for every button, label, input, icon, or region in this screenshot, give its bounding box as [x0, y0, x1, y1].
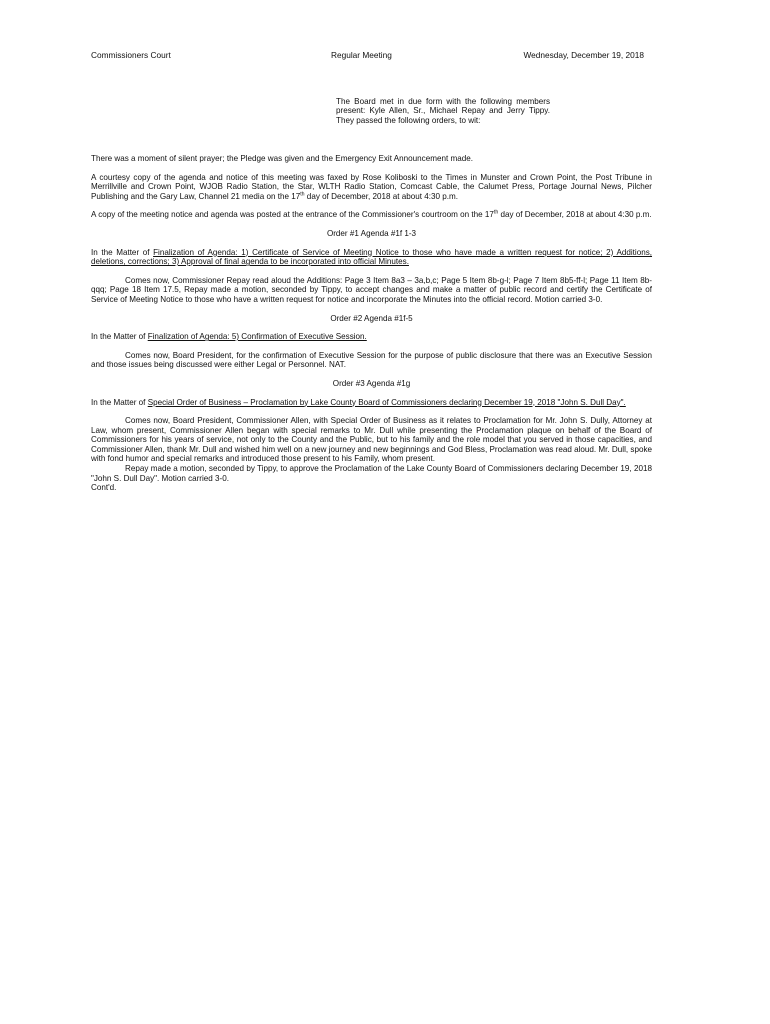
courtesy-text-after: day of December, 2018 at about 4:30 p.m. [304, 191, 458, 201]
courtesy-paragraph [91, 173, 652, 202]
continued-note: Cont'd. [91, 483, 117, 493]
courtesy-text: A courtesy copy of the agenda and notice of this meeting was faxed by Rose Koliboski to the Times in Munster and Crown Point, the Post Tribune in Merrillville and Crown Point, WJOB Radio Station, the Star, WLTH Radio Station, Comcast Cable, the Calumet Press, Portage Journal News, Pilcher Publishing and the Gary Law, Channel 21 media on the 17 [91, 172, 652, 201]
posting-text-after: day of December, 2018 at about 4:30 p.m. [498, 210, 652, 220]
board-intro: The Board met in due form with the following members present: Kyle Allen, Sr., Michael Repay and Jerry Tippy. They passed the following orders, to wit: [336, 97, 550, 125]
order-matter [91, 332, 652, 342]
minutes-body [91, 154, 652, 493]
courtesy-sup: th [300, 191, 305, 198]
matter-title: Finalization of Agenda: 5) Confirmation of Executive Session. [147, 332, 367, 342]
posting-text: A copy of the meeting notice and agenda was posted at the entrance of the Commissioner's courtroom on the 17 [91, 210, 494, 220]
matter-title: Finalization of Agenda: 1) Certificate of Service of Meeting Notice to those who have made a written request for notice; 2) Additions, deletions, corrections; 3) Approval of final agenda to be incorporated into official Minutes. [91, 247, 653, 267]
matter-prefix: In the Matter of [91, 332, 148, 342]
header-date: Wednesday, December 19, 2018 [523, 50, 644, 60]
prayer-paragraph: There was a moment of silent prayer; the Pledge was given and the Emergency Exit Announcement made. [91, 154, 473, 163]
order-matter [91, 398, 652, 408]
matter-prefix: In the Matter of [91, 247, 154, 257]
order-heading: Order #1 Agenda #1f 1-3 [326, 228, 417, 238]
order-body: Comes now, Board President, for the confirmation of Executive Session for the purpose of public disclosure that there was an Executive Session and those issues being discussed were either Legal or Personnel. NAT. [91, 350, 652, 370]
order-heading: Order #3 Agenda #1g [332, 378, 411, 388]
matter-prefix: In the Matter of [91, 397, 148, 407]
order-heading: Order #2 Agenda #1f-5 [330, 313, 413, 323]
page-header [91, 51, 644, 63]
posting-sup: th [493, 209, 499, 216]
matter-title: Special Order of Business – Proclamation by Lake County Board of Commissioners declaring December 19, 2018 "John S. Dull Day". [147, 397, 626, 407]
order-matter [91, 248, 652, 267]
order-body-motion: Repay made a motion, seconded by Tippy, to approve the Proclamation of the Lake County Board of Commissioners declaring December 19, 2018 "John S. Dull Day". Motion carried 3-0. [91, 464, 652, 483]
order-body: Comes now, Commissioner Repay read aloud the Additions: Page 3 Item 8a3 – 3a,b,c; Page 5 Item 8b-g-l; Page 7 Item 8b5-ff-l; Page 11 Item 8b-qqq; Page 18 Item 17.5, Repay made a motion, seconded by Tippy, to accept changes and make a matter of public record and certify the Certificate of Service of Meeting Notice to those who have a written request for notice and incorporate the Minutes into the official record. Motion carried 3-0. [91, 275, 652, 304]
order-body: Comes now, Board President, Commissioner Allen, with Special Order of Business as it relates to Proclamation for Mr. John S. Dully, Attorney at Law, whom present, Commissioner Allen began with special remarks to Mr. Dull while presenting the Proclamation plaque on behalf of the Board of Commissioners for his years of service, not only to the County and the Public, but to his family and the role model that you served in those capacities, and Commissioner Allen, thank Mr. Dull and wished him well on a new journey and new beginnings and God Bless, Proclamation was read aloud. Mr. Dull, spoke with fond humor and special remarks and introduced those present to his Family, whom present. [91, 416, 652, 464]
header-court: Commissioners Court [91, 50, 171, 60]
header-meeting-type: Regular Meeting [331, 50, 392, 60]
posting-paragraph [91, 210, 652, 220]
